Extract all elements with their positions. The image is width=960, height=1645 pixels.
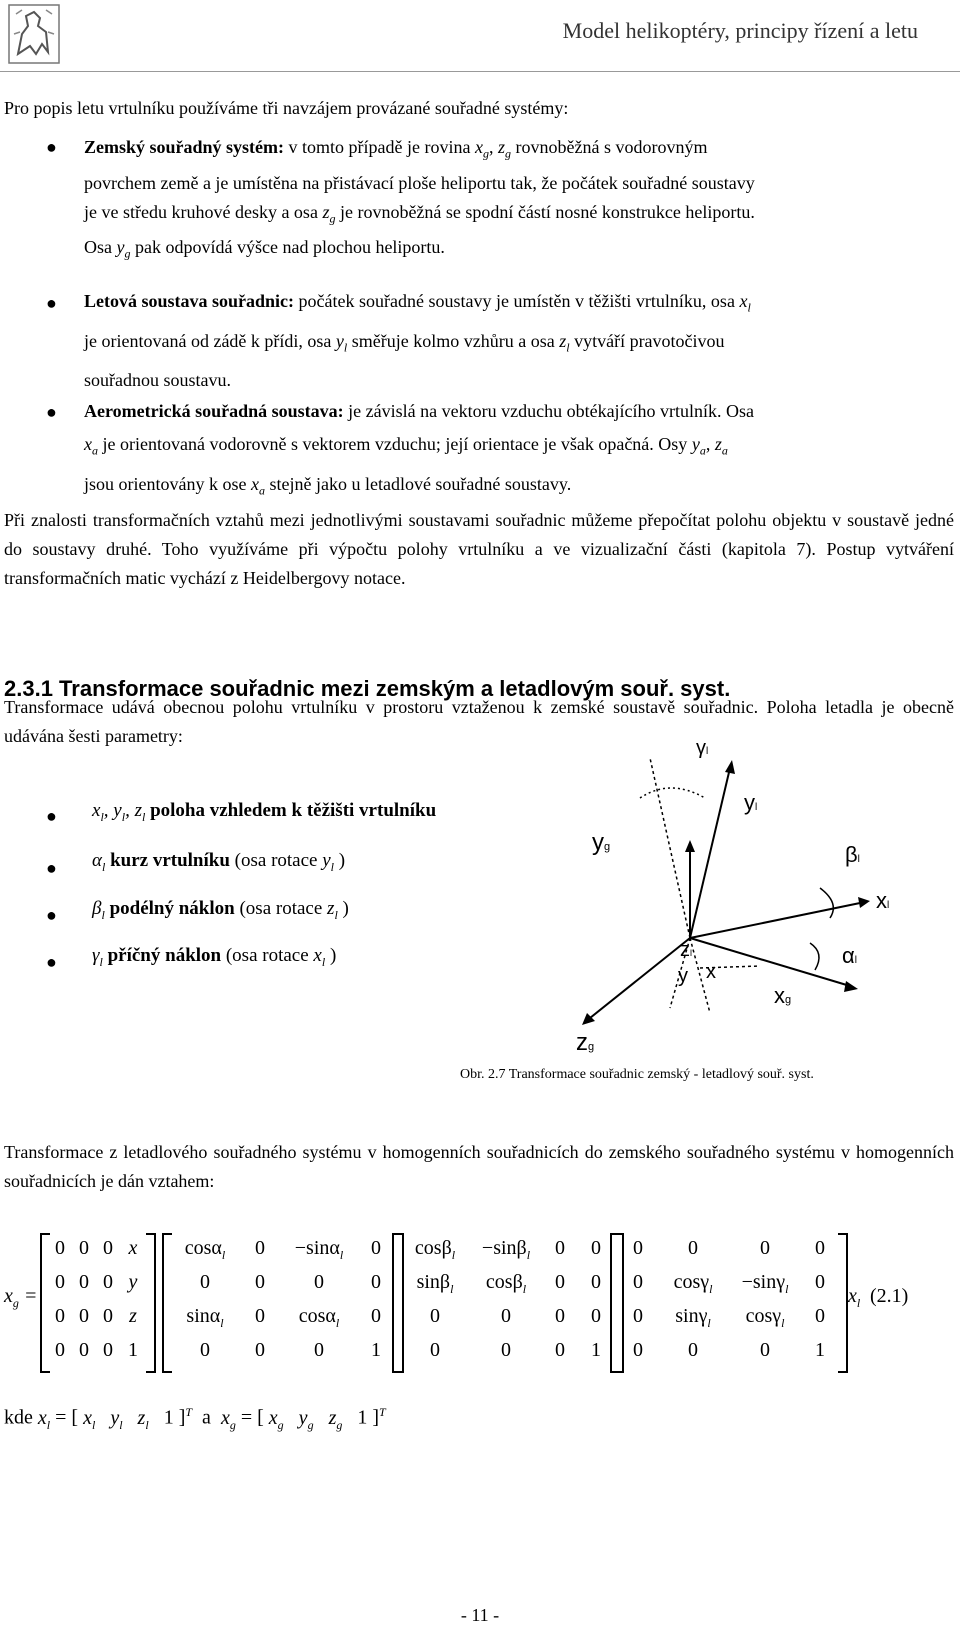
matrix-cell: 0 (200, 1339, 210, 1361)
matrix-cell: 0 (103, 1271, 113, 1293)
matrix-cell: cosγ$_l$ (745, 1305, 785, 1330)
matrix-cell: sinα$_l$ (186, 1305, 224, 1330)
label-beta: βl (845, 842, 860, 867)
label-yl: yl (744, 790, 758, 815)
matrix-cell: 0 (103, 1305, 113, 1327)
axis-zg (590, 938, 690, 1018)
matrix-cell: 0 (501, 1305, 511, 1327)
bullet: ● (46, 858, 57, 878)
matrix-cell: 1 (591, 1339, 601, 1361)
matrix-cell: 0 (815, 1305, 825, 1327)
intro-text: Pro popis letu vrtulníku používáme tři navzájem provázané souřadné systémy: (4, 98, 569, 118)
matrix-cell: 1 (128, 1339, 138, 1361)
label-yg: yg (592, 829, 611, 856)
matrix-cell: −sinγ$_l$ (741, 1271, 789, 1296)
equation-lhs: $x_g$ = (4, 1285, 38, 1310)
section-heading: 2.3.1 Transformace souřadnic mezi zemským a letadlovým souř. syst. (4, 676, 731, 701)
matrix-bracket-right (146, 1233, 156, 1373)
matrix-cell: 0 (103, 1237, 113, 1259)
university-logo (8, 4, 60, 64)
matrix-cell: sinβ$_l$ (416, 1271, 454, 1296)
matrix-cell: x (128, 1237, 138, 1259)
matrix-cell: 0 (633, 1271, 643, 1293)
matrix-cell: 0 (591, 1237, 601, 1259)
matrix-cell: 0 (371, 1237, 381, 1259)
matrix-cell: cosα$_l$ (298, 1305, 340, 1330)
param-position: $x_l$, $y_l$, $z_l$ poloha vzhledem k těžišti vrtulníku (92, 800, 437, 824)
matrix-cell: 1 (815, 1339, 825, 1361)
bullet: ● (46, 952, 57, 972)
label-alpha: αl (842, 943, 857, 968)
matrix-cell: y (128, 1271, 138, 1293)
header-title: Model helikoptéry, principy řízení a letu (562, 18, 918, 43)
matrix-cell: cosβ$_l$ (485, 1271, 527, 1296)
matrix-cell: 0 (200, 1271, 210, 1293)
equation-rhs: $x_l$ (848, 1285, 861, 1310)
matrix-cell: cosβ$_l$ (414, 1237, 456, 1262)
axis-xl (690, 903, 860, 938)
matrix-cell: 0 (79, 1237, 89, 1259)
matrix-cell: 0 (79, 1271, 89, 1293)
paragraph-transformations: Při znalosti transformačních vztahů mezi jednotlivými soustavami souřadnic můžeme přepočítat polohu objektu v soustavě jedné do soustavy druhé. Toho využíváme při výpočtu polohy vrtulníku a ve vizualizační části (kapitola 7). Postup vytváření transformačních matic vychází z Heidelbergovy notace. (4, 510, 954, 588)
figure-caption: Obr. 2.7 Transformace souřadnic zemský - letadlový souř. syst. (460, 1067, 814, 1082)
system-flight: Letová soustava souřadnic: počátek souřadné soustavy je umístěn v těžišti vrtulníku, osa $x_l$ je orientovaná od zádě k přídi, osa $y_l$ směřuje kolmo vzhůru a osa $z_l$ vytváří pravotočivou souřadnou soustavu. (84, 291, 751, 391)
label-y-proj: y (678, 965, 688, 987)
matrix-cell: 0 (760, 1237, 770, 1259)
header-rule (0, 71, 960, 72)
param-alpha: $\alpha_l$ kurz vrtulníku (osa rotace $y_l$ ) (92, 850, 346, 874)
system-earth: Zemský souřadný systém: v tomto případě je rovina $x_g$, $z_g$ rovnoběžná s vodorovným povrchem země a je umístěna na přistávací ploše heliportu tak, že počátek souřadné soustavy je ve středu kruhové desky a osa $z_g$ je rovnoběžná se spodní částí nosné konstrukce heliportu. Osa $y_g$ pak odpovídá výšce nad plochou heliportu. (84, 137, 755, 261)
paragraph-parameters: Transformace udává obecnou polohu vrtulníku v prostoru vztaženou k zemské soustavě souřadnic. Poloha letadla je obecně udávána šesti parametry: (4, 697, 954, 746)
label-gamma: γl (696, 738, 709, 759)
matrix-cell: −sinα$_l$ (294, 1237, 344, 1262)
matrix-cell: 0 (633, 1237, 643, 1259)
bullet: ● (46, 402, 57, 422)
matrix-cell: 0 (79, 1305, 89, 1327)
label-xl: xl (876, 888, 890, 913)
param-beta: $\beta_l$ podélný náklon (osa rotace $z_l$ ) (92, 898, 349, 922)
matrix-cell: 0 (688, 1339, 698, 1361)
bullet: ● (46, 806, 57, 826)
matrix-cell: 0 (55, 1305, 65, 1327)
paragraph-equation-intro: Transformace z letadlového souřadného systému v homogenních souřadnicích do zemského souřadného systému v homogenních souřadnicích je dán vztahem: (4, 1142, 954, 1191)
matrix-cell: 0 (314, 1271, 324, 1293)
param-gamma: $\gamma_l$ příčný náklon (osa rotace $x_l$ ) (92, 945, 337, 969)
matrix-cell: sinγ$_l$ (675, 1305, 711, 1330)
matrix-cell: 0 (255, 1271, 265, 1293)
matrix-cell: 0 (591, 1271, 601, 1293)
matrix-cell: 0 (688, 1237, 698, 1259)
matrix-cell: 0 (55, 1339, 65, 1361)
coordinate-figure (520, 738, 920, 1063)
matrix-cell: −sinβ$_l$ (481, 1237, 531, 1262)
matrix-cell: 0 (103, 1339, 113, 1361)
matrix-cell: cosα$_l$ (184, 1237, 226, 1262)
system-aero: Aerometrická souřadná soustava: je závislá na vektoru vzduchu obtékajícího vrtulník. Osa $x_a$ je orientovaná vodorovně s vektorem vzduchu; její orientace je však opačná. Osy $y_a$, $z_a$ jsou orientovány k ose $x_a$ stejně jako u letadlové souřadné soustavy. (84, 401, 755, 498)
label-zg: zg (576, 1029, 595, 1056)
matrix-cell: 0 (501, 1339, 511, 1361)
label-zl: zl (680, 939, 692, 961)
matrix-cell: 1 (371, 1339, 381, 1361)
matrix-cell: 0 (591, 1305, 601, 1327)
equation-label: (2.1) (870, 1285, 909, 1307)
bullet: ● (46, 293, 57, 313)
bullet: ● (46, 137, 57, 157)
matrix-cell: 0 (555, 1305, 565, 1327)
page-number: - 11 - (460, 1605, 500, 1625)
matrix-cell: cosγ$_l$ (673, 1271, 713, 1296)
matrix-cell: 0 (255, 1237, 265, 1259)
matrix-cell: 0 (255, 1339, 265, 1361)
matrix-cell: 0 (79, 1339, 89, 1361)
label-xg: xg (774, 983, 792, 1008)
matrix-cell: 0 (555, 1339, 565, 1361)
matrix-cell: 0 (430, 1305, 440, 1327)
matrix-cell: 0 (314, 1339, 324, 1361)
matrix-cell: 0 (371, 1305, 381, 1327)
matrix-cell: 0 (760, 1339, 770, 1361)
matrix-cell: 0 (633, 1305, 643, 1327)
matrix-cell: 0 (815, 1271, 825, 1293)
matrix-cell: 0 (555, 1237, 565, 1259)
matrix-cell: 0 (430, 1339, 440, 1361)
matrix-cell: 0 (371, 1271, 381, 1293)
axis-yl (690, 768, 730, 938)
kde-definition: kde $x_l$ = [ $x_l$ $y_l$ $z_l$ 1 ]$^T$ a $x_g$ = [ $x_g$ $y_g$ $z_g$ 1 ]$^T$ (4, 1405, 386, 1432)
matrix-cell: 0 (55, 1271, 65, 1293)
matrix-cell: 0 (555, 1271, 565, 1293)
matrix-cell: 0 (255, 1305, 265, 1327)
matrix-bracket-right (838, 1233, 848, 1373)
transformation-equation (0, 1225, 960, 1375)
matrix-cell: z (129, 1305, 137, 1327)
matrix-cell: 0 (633, 1339, 643, 1361)
bullet: ● (46, 905, 57, 925)
matrix-cell: 0 (55, 1237, 65, 1259)
label-x-proj: x (706, 961, 716, 983)
matrix-cell: 0 (815, 1237, 825, 1259)
